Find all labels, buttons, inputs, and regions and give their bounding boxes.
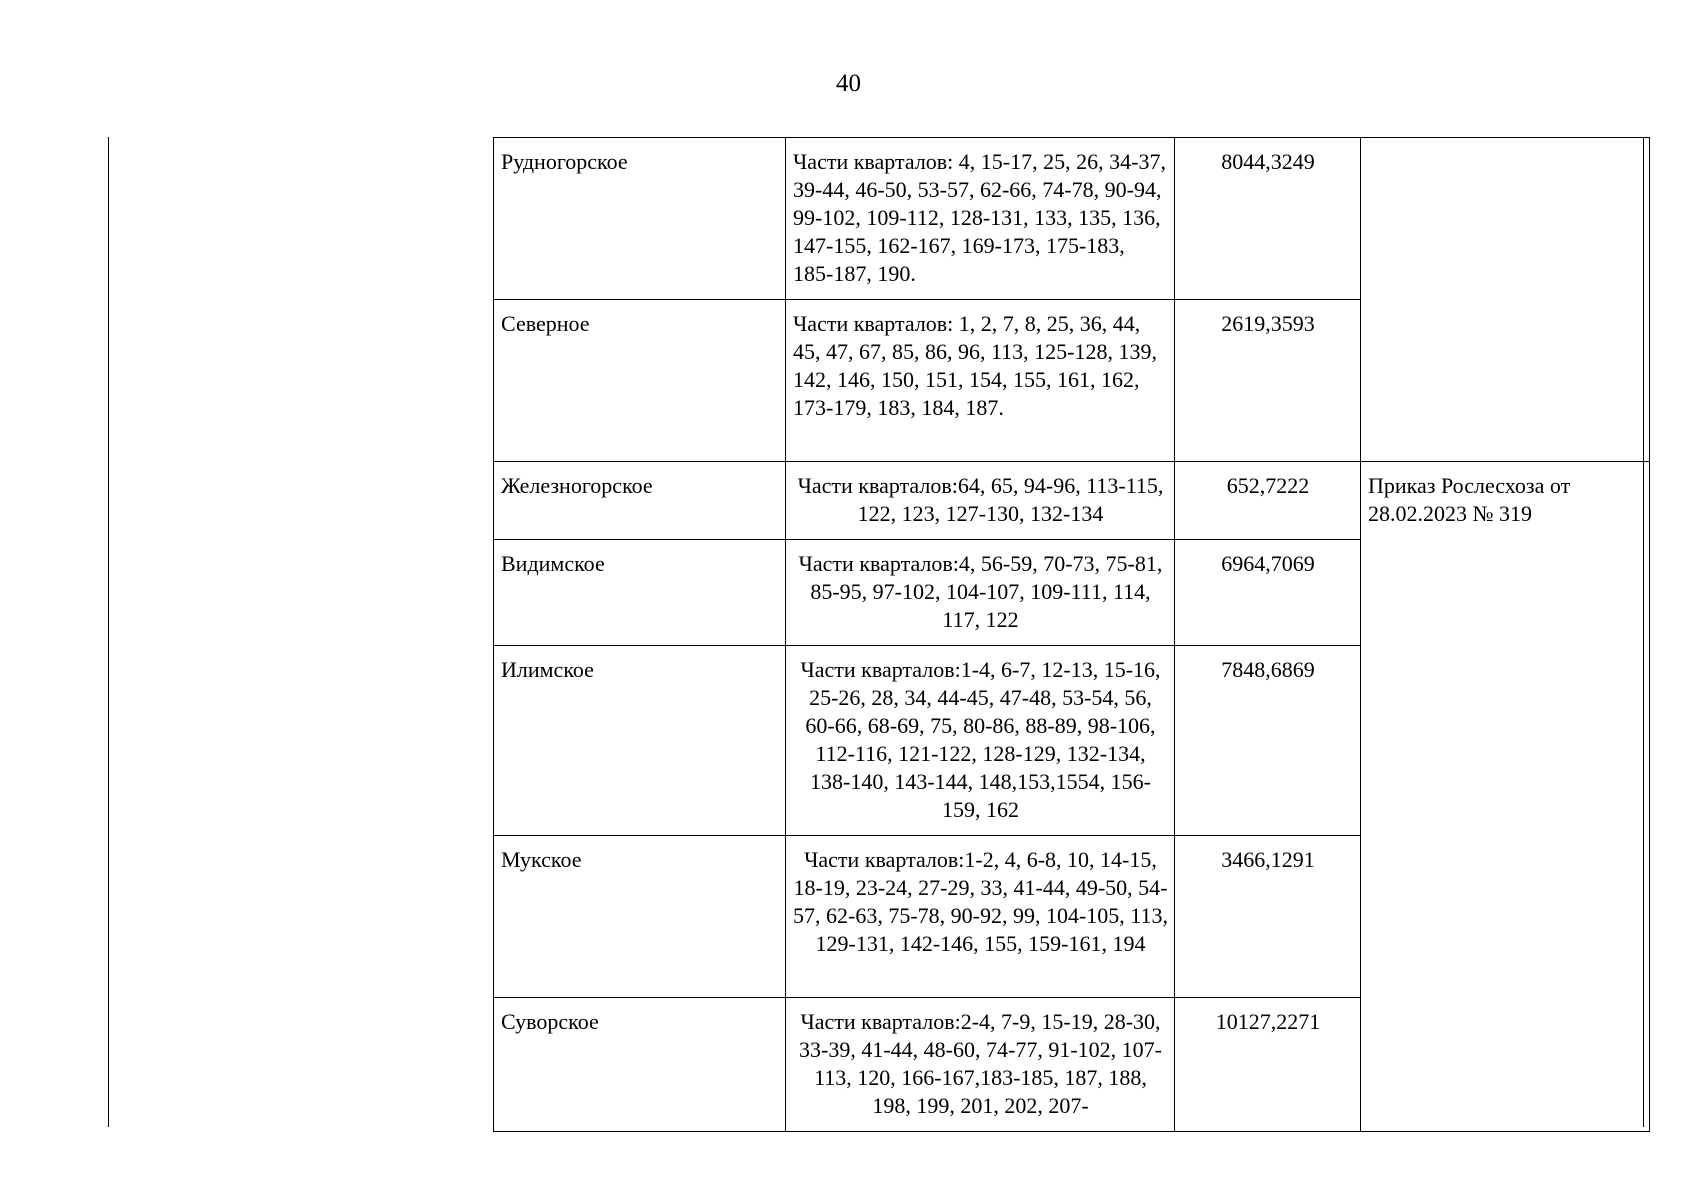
row-area: 10127,2271 <box>1175 998 1361 1132</box>
left-margin-line <box>108 137 109 1127</box>
row-name: Железногорское <box>494 462 786 540</box>
row-quarters: Части кварталов: 1, 2, 7, 8, 25, 36, 44, 45, 47, 67, 85, 86, 96, 113, 125-128, 139, 142, 146, 150, 151, 154, 155, 161, 162, 173-179, 183, 184, 187. <box>786 300 1175 462</box>
row-area: 6964,7069 <box>1175 540 1361 646</box>
row-name: Северное <box>494 300 786 462</box>
row-area: 652,7222 <box>1175 462 1361 540</box>
forest-areas-table <box>493 137 1650 1132</box>
row-quarters: Части кварталов:1-2, 4, 6-8, 10, 14-15, 18-19, 23-24, 27-29, 33, 41-44, 49-50, 54-57, 62-63, 75-78, 90-92, 99, 104-105, 113, 129-131, 142-146, 155, 159-161, 194 <box>786 836 1175 998</box>
row-name: Рудногорское <box>494 138 786 300</box>
row-area: 7848,6869 <box>1175 646 1361 836</box>
row-name: Илимское <box>494 646 786 836</box>
row-quarters: Части кварталов:4, 56-59, 70-73, 75-81, 85-95, 97-102, 104-107, 109-111, 114, 117, 122 <box>786 540 1175 646</box>
row-area: 2619,3593 <box>1175 300 1361 462</box>
basis-cell: Приказ Рослесхоза от 28.02.2023 № 319 <box>1361 462 1650 1132</box>
row-quarters: Части кварталов:64, 65, 94-96, 113-115, 122, 123, 127-130, 132-134 <box>786 462 1175 540</box>
page-number: 40 <box>836 70 861 97</box>
row-name: Видимское <box>494 540 786 646</box>
row-area: 8044,3249 <box>1175 138 1361 300</box>
basis-empty-cell <box>1361 138 1650 462</box>
row-name: Мукское <box>494 836 786 998</box>
row-area: 3466,1291 <box>1175 836 1361 998</box>
row-name: Суворское <box>494 998 786 1132</box>
row-quarters: Части кварталов: 4, 15-17, 25, 26, 34-37, 39-44, 46-50, 53-57, 62-66, 74-78, 90-94, 99-102, 109-112, 128-131, 133, 135, 136, 147-155, 162-167, 169-173, 175-183, 185-187, 190. <box>786 138 1175 300</box>
row-quarters: Части кварталов:2-4, 7-9, 15-19, 28-30, 33-39, 41-44, 48-60, 74-77, 91-102, 107-113, 120, 166-167,183-185, 187, 188, 198, 199, 201, 202, 207- <box>786 998 1175 1132</box>
table-row <box>494 138 1650 300</box>
table-row <box>494 462 1650 540</box>
row-quarters: Части кварталов:1-4, 6-7, 12-13, 15-16, 25-26, 28, 34, 44-45, 47-48, 53-54, 56, 60-66, 68-69, 75, 80-86, 88-89, 98-106, 112-116, 121-122, 128-129, 132-134, 138-140, 143-144, 148,153,1554, 156- 159, 162 <box>786 646 1175 836</box>
